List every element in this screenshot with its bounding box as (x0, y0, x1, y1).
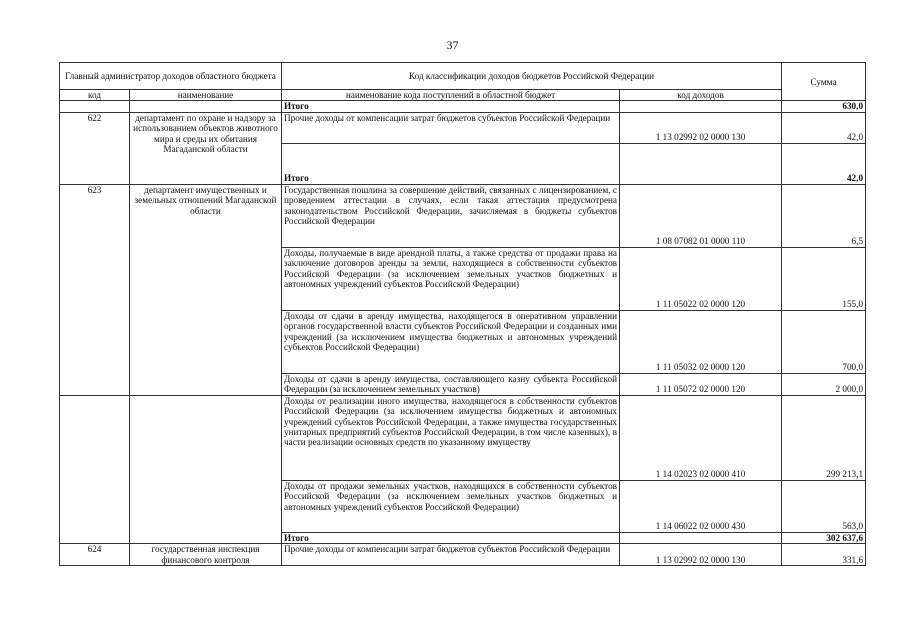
income-name: Прочие доходы от компенсации затрат бюджетов субъектов Российской Федерации (282, 112, 620, 143)
admin-name: государственная инспекция финансового контроля (130, 544, 282, 566)
income-name: Доходы, получаемые в виде арендной платы, а также средства от продажи права на заключение договоров аренды за земли, находящиеся в собственности субъектов Российской Федерации (за исключением земельных участков бюджетных и автономных учреждений субъектов Российской Федерации) (282, 247, 620, 310)
total-label: Итого (282, 101, 620, 112)
income-name-column-header: наименование кода поступлений в областной бюджет (282, 90, 620, 101)
income-sum: 155,0 (782, 247, 866, 310)
header-row-2 (60, 90, 866, 101)
admin-code: 623 (60, 184, 130, 395)
table-row (60, 184, 866, 247)
income-code: 1 08 07082 01 0000 110 (620, 184, 782, 247)
income-code: 1 14 06022 02 0000 430 (620, 480, 782, 532)
income-code: 1 13 02992 02 0000 130 (620, 544, 782, 566)
income-name: Доходы от сдачи в аренду имущества, составляющего казну субъекта Российской Федерации (за исключением земельных участков) (282, 373, 620, 395)
code-column-header: код (60, 90, 130, 101)
admin-code: 624 (60, 544, 130, 566)
table-row (60, 112, 866, 143)
header-row-1 (60, 63, 866, 90)
admin-name: департамент по охране и надзору за использованием объектов животного мира и среды их обитания Магаданской области (130, 112, 282, 184)
total-sum: 302 637,6 (782, 532, 866, 543)
income-name: Прочие доходы от компенсации затрат бюджетов субъектов Российской Федерации (282, 544, 620, 566)
income-sum: 700,0 (782, 310, 866, 373)
income-table (59, 62, 866, 566)
total-label: Итого (282, 532, 620, 543)
admin-name: департамент имущественных и земельных отношений Магаданской области (130, 184, 282, 395)
income-sum: 2 000,0 (782, 373, 866, 395)
income-code: 1 11 05022 02 0000 120 (620, 247, 782, 310)
income-name: Доходы от сдачи в аренду имущества, находящегося в оперативном управлении органов государственной власти субъектов Российской Федерации и созданных ими учреждений (за исключением имущества бюджетных и автономных учреждений субъектов Российской Федерации) (282, 310, 620, 373)
income-code: 1 13 02992 02 0000 130 (620, 112, 782, 143)
income-sum: 42,0 (782, 112, 866, 143)
table-row (60, 544, 866, 566)
total-row (60, 101, 866, 112)
admin-code: 622 (60, 112, 130, 184)
income-sum: 331,6 (782, 544, 866, 566)
income-code-column-header: код доходов (620, 90, 782, 101)
page-number: 37 (446, 38, 459, 52)
total-label: Итого (282, 143, 620, 184)
income-sum: 299 213,1 (782, 395, 866, 480)
income-name: Доходы от продажи земельных участков, находящихся в собственности субъектов Российской Федерации (за исключением земельных участков бюджетных и автономных учреждений субъектов Российской Федерации) (282, 480, 620, 532)
total-sum: 42,0 (782, 143, 866, 184)
income-name: Государственная пошлина за совершение действий, связанных с лицензированием, с проведением аттестации в случаях, если такая аттестация предусмотрена законодательством Российской Федерации, зачисляемая в бюджеты субъектов Российской Федерации (282, 184, 620, 247)
income-code: 1 11 05032 02 0000 120 (620, 310, 782, 373)
income-code: 1 11 05072 02 0000 120 (620, 373, 782, 395)
name-column-header: наименование (130, 90, 282, 101)
admin-group-header: Главный администратор доходов областного бюджета (60, 63, 282, 90)
income-sum: 563,0 (782, 480, 866, 532)
table-row (60, 395, 866, 480)
income-code: 1 14 02023 02 0000 410 (620, 395, 782, 480)
classification-group-header: Код классификации доходов бюджетов Российской Федерации (282, 63, 782, 90)
income-sum: 6,5 (782, 184, 866, 247)
sum-header: Сумма (782, 63, 866, 101)
total-sum: 630,0 (782, 101, 866, 112)
income-name: Доходы от реализации иного имущества, находящегося в собственности субъектов Российской Федерации (за исключением имущества бюджетных и автономных учреждений субъектов Российской Федерации, а также имущества государственных унитарных предприятий субъектов Российской Федерации, в том числе казенных), в части реализации основных средств по указанному имуществу (282, 395, 620, 480)
